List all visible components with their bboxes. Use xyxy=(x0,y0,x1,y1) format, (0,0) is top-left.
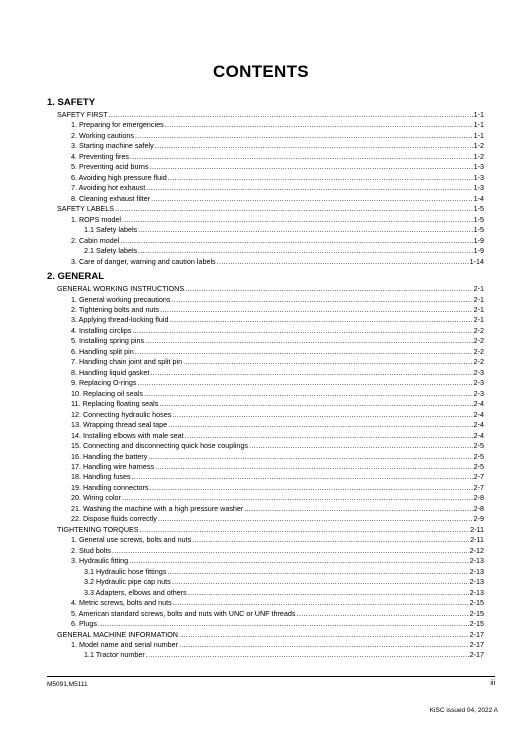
toc-entry-title: 5. Preventing acid burns xyxy=(71,162,149,172)
dot-leader xyxy=(135,131,473,141)
toc-entry-page: 2-5 xyxy=(473,451,484,461)
toc-entry[interactable] xyxy=(47,152,484,162)
toc-entry-page: 2-13 xyxy=(469,556,484,566)
toc-entry-title: 3.3 Adapters, elbows and others xyxy=(84,587,187,597)
dot-leader xyxy=(140,525,470,535)
toc-entry-page: 1-14 xyxy=(469,256,484,266)
toc-entry[interactable] xyxy=(47,120,484,130)
toc-entry-page: 2-4 xyxy=(473,430,484,440)
toc-entry-page: 2-12 xyxy=(469,545,484,555)
dot-leader xyxy=(179,630,469,640)
dot-leader xyxy=(151,194,473,204)
toc-entry-title: 2. Cabin model xyxy=(71,235,120,245)
toc-entry-page: 2-7 xyxy=(473,482,484,492)
toc-entry-title: 6. Handling split pin xyxy=(71,346,134,356)
toc-entry[interactable] xyxy=(47,650,484,660)
toc-entry[interactable] xyxy=(47,225,484,235)
toc-entry[interactable] xyxy=(47,462,484,472)
toc-entry[interactable] xyxy=(47,326,484,336)
toc-entry[interactable] xyxy=(47,357,484,367)
toc-entry[interactable] xyxy=(47,110,484,120)
toc-entry[interactable] xyxy=(47,257,484,267)
dot-leader xyxy=(138,246,472,256)
toc-entry-page: 2-7 xyxy=(473,472,484,482)
dot-leader xyxy=(173,598,469,608)
toc-entry[interactable] xyxy=(47,305,484,315)
toc-entry-page: 1-3 xyxy=(473,172,484,182)
toc-entry[interactable] xyxy=(47,284,484,294)
dot-leader xyxy=(159,399,472,409)
toc-entry[interactable] xyxy=(47,441,484,451)
dot-leader xyxy=(244,504,472,514)
toc-entry-title: 15. Connecting and disconnecting quick hose couplings xyxy=(71,441,249,451)
dot-leader xyxy=(109,110,473,120)
toc-entry-page: 2-4 xyxy=(473,409,484,419)
dot-leader xyxy=(120,236,472,246)
toc-entry[interactable] xyxy=(47,640,484,650)
toc-entry-page: 1-9 xyxy=(473,235,484,245)
toc-entry-title: 3. Hydraulic fitting xyxy=(71,556,129,566)
toc-entry-title: 12. Connecting hydraulic hoses xyxy=(71,409,172,419)
dot-leader xyxy=(138,378,473,388)
toc-entry-title: 3. Applying thread-locking fluid xyxy=(71,315,169,325)
dot-leader xyxy=(297,609,469,619)
dot-leader xyxy=(249,441,473,451)
toc-entry[interactable] xyxy=(47,556,484,566)
toc-entry-title: 4. Metric screws, bolts and nuts xyxy=(71,598,172,608)
toc-entry-title: 3. Care of danger, warning and caution labels xyxy=(71,256,216,266)
toc-entry-page: 2-1 xyxy=(473,284,484,294)
toc-entry[interactable] xyxy=(47,246,484,256)
dot-leader xyxy=(150,162,473,172)
toc-entry-title: 8. Cleaning exhaust filter xyxy=(71,193,151,203)
toc-entry[interactable] xyxy=(47,378,484,388)
toc-entry-title: 8. Handling liquid gasket xyxy=(71,367,150,377)
toc-entry[interactable] xyxy=(47,141,484,151)
toc-entry[interactable] xyxy=(47,215,484,225)
toc-entry-page: 1-3 xyxy=(473,162,484,172)
toc-entry-page: 2-9 xyxy=(473,514,484,524)
toc-entry-title: 9. Replacing O-rings xyxy=(71,378,137,388)
toc-entry[interactable] xyxy=(47,336,484,346)
toc-entry[interactable] xyxy=(47,420,484,430)
dot-leader xyxy=(155,462,473,472)
toc-entry[interactable] xyxy=(47,131,484,141)
dot-leader xyxy=(145,336,472,346)
toc-entry-page: 1-2 xyxy=(473,151,484,161)
dot-leader xyxy=(165,120,473,130)
toc-entry-page: 1-5 xyxy=(473,214,484,224)
toc-entry-page: 2-2 xyxy=(473,357,484,367)
toc-entry[interactable] xyxy=(47,535,484,545)
toc-entry[interactable] xyxy=(47,431,484,441)
dot-leader xyxy=(146,650,469,660)
toc-entry-page: 2-1 xyxy=(473,315,484,325)
toc-entry-page: 1-1 xyxy=(473,110,484,119)
toc-entry-page: 2-2 xyxy=(473,325,484,335)
dot-leader xyxy=(112,546,469,556)
dot-leader xyxy=(132,326,472,336)
toc-entry-page: 1-4 xyxy=(473,193,484,203)
dot-leader xyxy=(146,183,472,193)
toc-entry[interactable] xyxy=(47,295,484,305)
dot-leader xyxy=(160,305,473,315)
toc-entry-title: 13. Wrapping thread seal tape xyxy=(71,420,168,430)
table-of-contents xyxy=(47,95,484,661)
toc-entry-title: GENERAL WORKING INSTRUCTIONS xyxy=(57,284,185,294)
toc-entry-title: 11. Replacing floating seals xyxy=(71,399,159,409)
footer-model: M5091,M5111 xyxy=(47,681,88,688)
toc-entry[interactable] xyxy=(47,204,484,214)
toc-entry-title: SAFETY FIRST xyxy=(57,110,108,119)
toc-entry-title: 7. Avoiding hot exhaust xyxy=(71,183,146,193)
toc-entry[interactable] xyxy=(47,173,484,183)
toc-entry-title: 3. Starting machine safely xyxy=(71,141,154,151)
toc-entry-title: TIGHTENING TORQUES xyxy=(57,524,139,534)
dot-leader xyxy=(179,640,469,650)
toc-entry-title: 4. Preventing fires xyxy=(71,151,129,161)
toc-entry-title: 1. General working precautions xyxy=(71,294,171,304)
toc-entry-page: 2-11 xyxy=(470,535,484,545)
toc-entry-title: 2. Stud bolts xyxy=(71,545,111,555)
toc-entry[interactable] xyxy=(47,368,484,378)
toc-entry-page: 2-1 xyxy=(473,294,484,304)
toc-entry[interactable] xyxy=(47,483,484,493)
toc-entry-page: 2-13 xyxy=(469,577,484,587)
toc-entry-page: 2-17 xyxy=(469,639,484,649)
toc-entry-title: 21. Washing the machine with a high pressure washer xyxy=(71,503,244,513)
toc-entry-page: 2-3 xyxy=(473,378,484,388)
toc-entry-page: 2-15 xyxy=(469,608,484,618)
toc-entry-title: 5. Installing spring pins xyxy=(71,336,145,346)
toc-entry-title: 6. Plugs xyxy=(71,619,97,629)
toc-entry-page: 1-9 xyxy=(473,246,484,256)
dot-leader xyxy=(168,173,473,183)
toc-entry[interactable] xyxy=(47,347,484,357)
toc-entry-page: 2-2 xyxy=(473,336,484,346)
toc-entry-page: 2-3 xyxy=(473,388,484,398)
toc-entry-title: 5. American standard screws, bolts and nuts with UNC or UNF threads xyxy=(71,608,296,618)
toc-entry-page: 2-17 xyxy=(469,629,484,639)
toc-entry-page: 1-1 xyxy=(473,130,484,140)
toc-entry-page: 1-5 xyxy=(473,225,484,235)
footer-divider xyxy=(47,676,495,677)
dot-leader xyxy=(130,152,473,162)
toc-entry-title: 17. Handling wire harness xyxy=(71,462,155,471)
dot-leader xyxy=(155,141,473,151)
toc-entry[interactable] xyxy=(47,194,484,204)
dot-leader xyxy=(168,420,472,430)
toc-entry-page: 2-13 xyxy=(469,566,484,576)
toc-entry[interactable] xyxy=(47,504,484,514)
toc-entry-title: 1. General use screws, bolts and nuts xyxy=(71,535,192,545)
toc-entry[interactable] xyxy=(47,472,484,482)
toc-entry-title: 22. Dispose fluids correctly xyxy=(71,514,157,524)
toc-entry[interactable] xyxy=(47,567,484,577)
toc-entry-title: 2.1 Safety labels xyxy=(84,246,138,256)
toc-entry-title: 3.1 Hydraulic hose fittings xyxy=(84,566,167,576)
toc-entry-title: 20. Wiring color xyxy=(71,493,121,503)
toc-entry[interactable] xyxy=(47,577,484,587)
toc-entry-page: 2-3 xyxy=(473,367,484,377)
toc-entry-page: 2-13 xyxy=(469,587,484,597)
dot-leader xyxy=(98,619,469,629)
toc-entry-page: 2-17 xyxy=(469,650,484,660)
toc-entry-title: 1.1 Tractor number xyxy=(84,650,145,660)
toc-entry-title: 18. Handling fuses xyxy=(71,472,131,482)
toc-entry-title: 1.1 Safety labels xyxy=(84,225,138,235)
dot-leader xyxy=(158,514,473,524)
toc-entry-title: 14. Installing elbows with male seat xyxy=(71,430,184,440)
dot-leader xyxy=(172,577,469,587)
dot-leader xyxy=(135,347,473,357)
toc-entry-page: 2-15 xyxy=(469,598,484,608)
dot-leader xyxy=(122,493,473,503)
toc-entry-title: 6. Avoiding high pressure fluid xyxy=(71,172,167,182)
toc-entry-title: SAFETY LABELS xyxy=(57,204,114,214)
toc-entry[interactable] xyxy=(47,399,484,409)
toc-entry[interactable] xyxy=(47,525,484,535)
dot-leader xyxy=(122,215,473,225)
toc-entry-page: 2-15 xyxy=(469,619,484,629)
toc-entry-title: 4. Installing circlips xyxy=(71,325,132,335)
toc-entry-title: 16. Handling the battery xyxy=(71,451,148,461)
toc-entry[interactable] xyxy=(47,609,484,619)
issue-label: KiSC issued 04, 2022 A xyxy=(429,707,498,714)
toc-entry[interactable] xyxy=(47,588,484,598)
toc-entry-title: 19. Handling connectors xyxy=(71,482,149,492)
toc-entry[interactable] xyxy=(47,236,484,246)
section-heading: 1. SAFETY xyxy=(47,97,96,108)
dot-leader xyxy=(171,295,472,305)
dot-leader xyxy=(150,483,473,493)
toc-entry[interactable] xyxy=(47,410,484,420)
toc-entry[interactable] xyxy=(47,389,484,399)
toc-entry-title: 1. ROPS model xyxy=(71,214,121,224)
dot-leader xyxy=(185,284,472,294)
toc-entry-title: 2. Tightening bolts and nuts xyxy=(71,304,159,314)
toc-entry[interactable] xyxy=(47,514,484,524)
section-heading: 2. GENERAL xyxy=(47,271,105,283)
dot-leader xyxy=(183,357,473,367)
toc-entry-title: 1. Model name and serial number xyxy=(71,639,179,649)
toc-entry-title: 1. Preparing for emergencies xyxy=(71,120,164,130)
toc-entry[interactable] xyxy=(47,452,484,462)
toc-entry-page: 2-8 xyxy=(473,503,484,513)
toc-entry-title: 3.2 Hydraulic pipe cap nuts xyxy=(84,577,171,587)
dot-leader xyxy=(188,588,469,598)
dot-leader xyxy=(217,257,469,267)
toc-entry-page: 1-1 xyxy=(473,120,484,130)
footer-page-number: iii xyxy=(490,680,495,687)
toc-entry-page: 1-3 xyxy=(473,183,484,193)
toc-entry-page: 2-4 xyxy=(473,420,484,430)
dot-leader xyxy=(148,452,472,462)
toc-entry-page: 2-5 xyxy=(473,462,484,471)
toc-entry[interactable] xyxy=(47,315,484,325)
toc-entry[interactable] xyxy=(47,598,484,608)
dot-leader xyxy=(172,410,472,420)
dot-leader xyxy=(115,204,473,214)
toc-entry-title: 2. Working cautions xyxy=(71,130,134,140)
dot-leader xyxy=(167,567,468,577)
toc-entry-title: 7. Handling chain joint and split pin xyxy=(71,357,183,367)
page-title: CONTENTS xyxy=(213,62,309,81)
toc-entry[interactable] xyxy=(47,546,484,556)
toc-entry-page: 2-1 xyxy=(473,304,484,314)
dot-leader xyxy=(170,315,473,325)
dot-leader xyxy=(185,431,473,441)
toc-entry[interactable] xyxy=(47,619,484,629)
toc-entry[interactable] xyxy=(47,630,484,640)
dot-leader xyxy=(132,472,473,482)
toc-entry[interactable] xyxy=(47,183,484,193)
dot-leader xyxy=(138,225,472,235)
toc-entry-page: 2-11 xyxy=(470,524,484,534)
dot-leader xyxy=(144,389,473,399)
toc-entry-page: 2-4 xyxy=(473,399,484,409)
toc-entry-title: GENERAL MACHINE INFORMATION xyxy=(57,629,178,639)
toc-entry-page: 1-5 xyxy=(473,204,484,214)
dot-leader xyxy=(150,368,472,378)
toc-entry-title: 10. Replacing oil seals xyxy=(71,388,143,398)
toc-entry-page: 2-2 xyxy=(473,346,484,356)
toc-entry-page: 2-5 xyxy=(473,441,484,451)
toc-entry-page: 1-2 xyxy=(473,141,484,151)
toc-entry[interactable] xyxy=(47,493,484,503)
dot-leader xyxy=(129,556,468,566)
dot-leader xyxy=(192,535,469,545)
toc-entry[interactable] xyxy=(47,162,484,172)
toc-entry-page: 2-8 xyxy=(473,493,484,503)
